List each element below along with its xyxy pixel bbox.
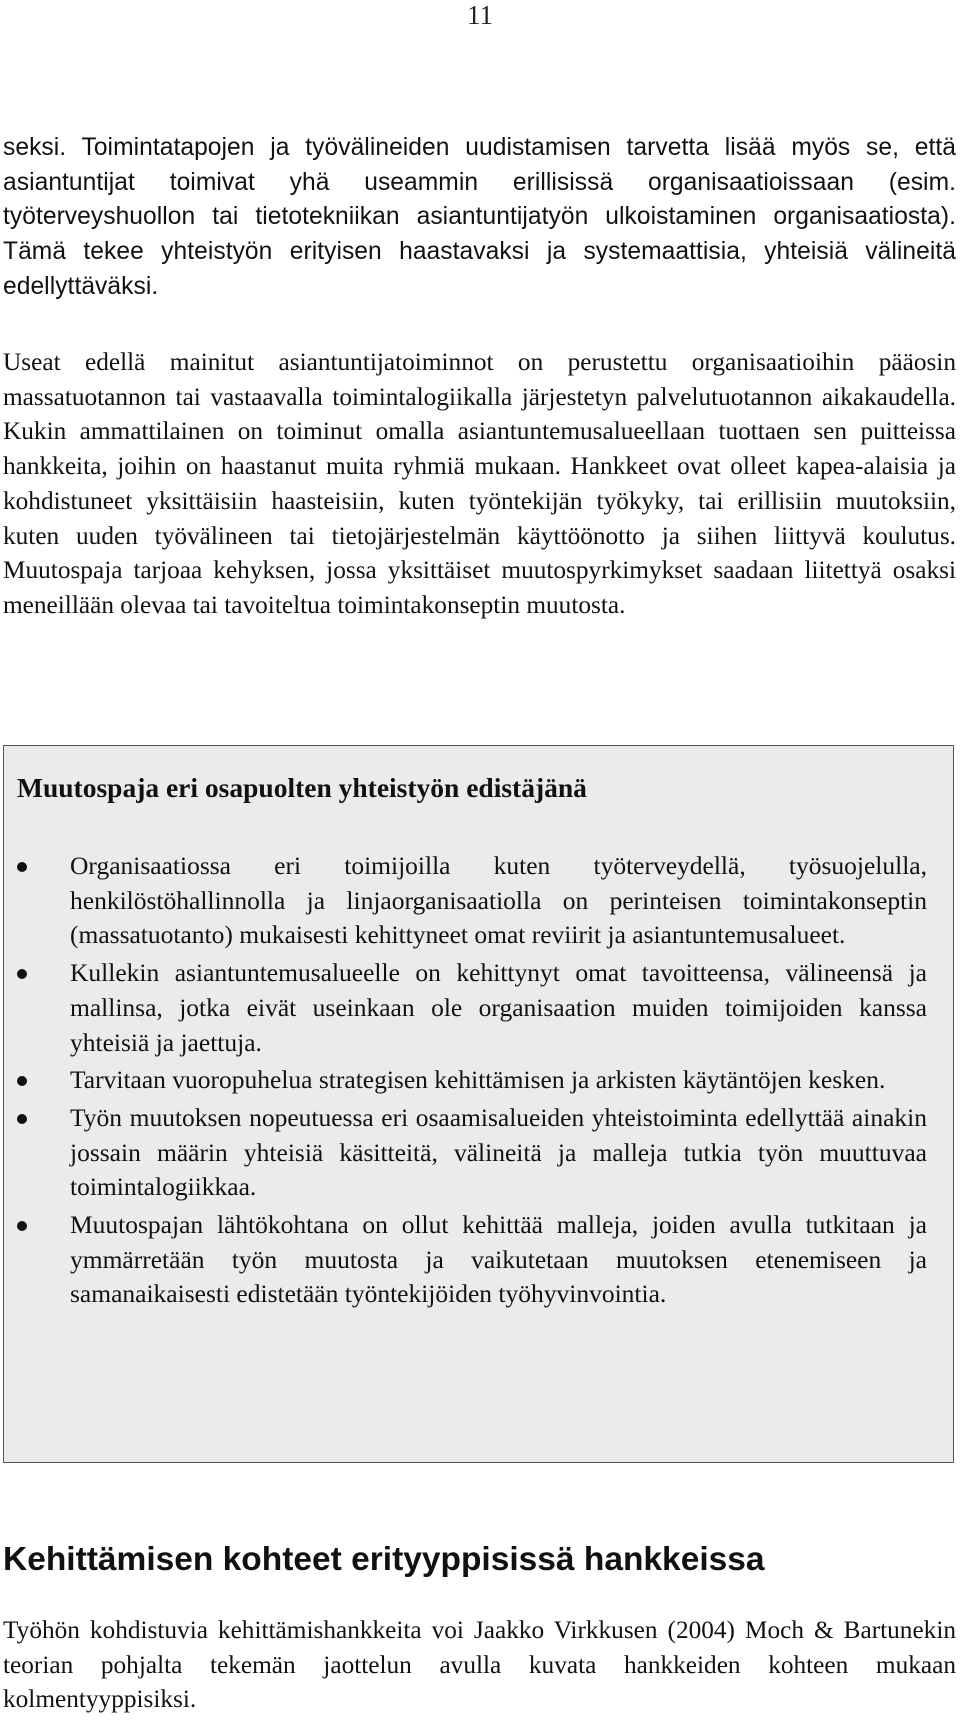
- bullet-icon: [17, 969, 27, 979]
- bullet-list: [17, 849, 927, 1315]
- body-paragraph: Useat edellä mainitut asiantuntijatoiminnot on perustettu organisaatioihin pääosin massatuotannon tai vastaavalla toimintalogiikalla järjestetyn palvelutuotannon aikakaudella. Kukin ammattilainen on toiminut omalla asiantuntemusalueellaan tuottaen sen puitteissa hankkeita, joihin on haastanut muita ryhmiä mukaan. Hankkeet ovat olleet kapea-alaisia ja kohdistuneet yksittäisiin haasteisiin, kuten työntekijän työkyky, tai erillisiin muutoksiin, kuten uuden työvälineen tai tietojärjestelmän käyttöönotto ja siihen liittyvä koulutus. Muutospaja tarjoaa kehyksen, jossa yksittäiset muutospyrkimykset saadaan liitettyä osaksi meneillään olevaa tai tavoiteltua toimintakonseptin muutosta.: [3, 348, 956, 619]
- bullet-icon: [17, 862, 27, 872]
- bullet-item: [17, 1208, 927, 1312]
- bullet-text: Tarvitaan vuoropuhelua strategisen kehittämisen ja arkisten käytäntöjen kesken.: [70, 1065, 886, 1095]
- body-paragraph: Työhön kohdistuvia kehittämishankkeita voi Jaakko Virkkusen (2004) Moch & Bartunekin teorian pohjalta tekemän jaottelun avulla kuvata hankkeiden kohteen mukaan kolmentyyppisiksi.: [3, 1616, 956, 1714]
- bullet-text: Työn muutoksen nopeutuessa eri osaamisalueiden yhteistoiminta edellyttää ainakin jossain määrin yhteisiä käsitteitä, välineitä ja malleja tutkia työn muuttuvaa toimintalogiikkaa.: [70, 1102, 927, 1202]
- body-paragraph: seksi. Toimintatapojen ja työvälineiden uudistamisen tarvetta lisää myös se, että asiantuntijat toimivat yhä useammin erillisissä organisaatioissaan (esim. työterveyshuollon tai tietotekniikan asiantuntijatyön ulkoistaminen organisaatiosta). Tämä tekee yhteistyön erityisen haastavaksi ja systemaattisia, yhteisiä välineitä edellyttäväksi.: [3, 134, 956, 300]
- bullet-text: Organisaatiossa eri toimijoilla kuten työterveydellä, työsuojelulla, henkilöstöhallinnolla ja linjaorganisaatiolla on perinteisen toimintakonseptin (massatuotanto) mukaisesti kehittyneet omat reviirit ja asiantuntemusalueet.: [70, 851, 927, 950]
- page-number: 11: [467, 0, 493, 30]
- bullet-item: [17, 1063, 927, 1098]
- bullet-text: Kullekin asiantuntemusalueelle on kehittynyt omat tavoitteensa, välineensä ja mallinsa, jotka eivät useinkaan ole organisaation muiden toimijoiden kanssa yhteisiä ja jaettuja.: [70, 958, 927, 1057]
- box-title: Muutospaja eri osapuolten yhteistyön edistäjänä: [17, 772, 587, 803]
- bullet-item: [17, 1101, 927, 1205]
- section-heading: Kehittämisen kohteet erityyppisissä hankkeissa: [3, 1541, 765, 1578]
- highlight-box: [3, 745, 954, 1463]
- bullet-icon: [17, 1114, 27, 1124]
- bullet-icon: [17, 1221, 27, 1231]
- bullet-text: Muutospajan lähtökohtana on ollut kehittää malleja, joiden avulla tutkitaan ja ymmärretään työn muutosta ja vaikutetaan muutoksen etenemiseen ja samanaikaisesti edistetään työntekijöiden työhyvinvointia.: [70, 1210, 927, 1309]
- bullet-icon: [17, 1076, 27, 1086]
- bullet-item: [17, 849, 927, 953]
- bullet-item: [17, 956, 927, 1060]
